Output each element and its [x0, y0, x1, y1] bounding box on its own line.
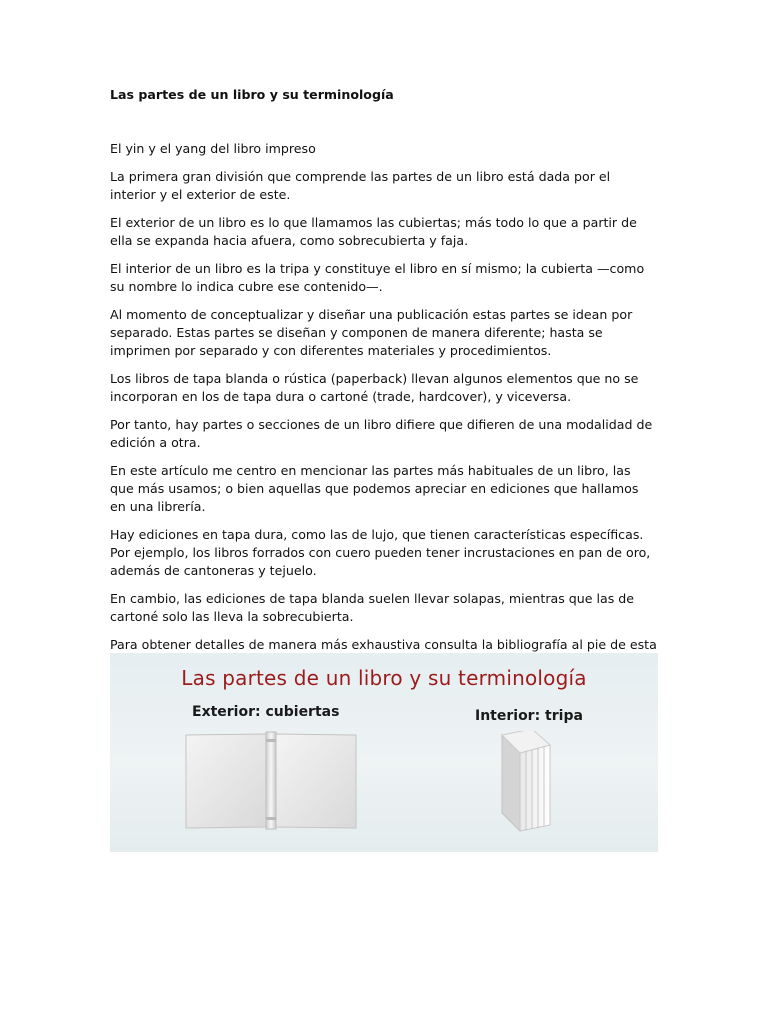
book-cover-illustration	[182, 731, 360, 833]
paragraph: Para obtener detalles de manera más exhaustiva consulta la bibliografía al pie de esta	[110, 637, 657, 652]
paragraph: El exterior de un libro es lo que llamamos las cubiertas; más todo lo que a partir de ella se expanda hacia afuera, como sobrecubierta y faja.	[110, 215, 637, 248]
paragraph: El interior de un libro es la tripa y constituye el libro en sí mismo; la cubierta —como su nombre lo indica cubre ese contenido—.	[110, 261, 645, 294]
interior-label: Interior: tripa	[475, 708, 583, 724]
paragraph-subtitle: El yin y el yang del libro impreso	[110, 141, 316, 156]
paragraph: En este artículo me centro en mencionar las partes más habituales de un libro, las que más usamos; o bien aquellas que podemos apreciar en ediciones que hallamos en una librería.	[110, 463, 639, 514]
book-parts-figure	[110, 653, 658, 852]
paragraph: Hay ediciones en tapa dura, como las de lujo, que tienen características específicas. Por ejemplo, los libros forrados con cuero pueden tener incrustaciones en pan de oro, además de cantoneras y tejuelo.	[110, 527, 651, 578]
document-title: Las partes de un libro y su terminología	[110, 87, 394, 102]
exterior-label: Exterior: cubiertas	[192, 704, 340, 720]
paragraph: La primera gran división que comprende las partes de un libro está dada por el interior y el exterior de este.	[110, 169, 611, 202]
document-body	[110, 140, 658, 682]
paragraph: Por tanto, hay partes o secciones de un libro difiere que difieren de una modalidad de edición a otra.	[110, 417, 653, 450]
paragraph: En cambio, las ediciones de tapa blanda suelen llevar solapas, mientras que las de cartoné solo las lleva la sobrecubierta.	[110, 591, 635, 624]
paragraph: Al momento de conceptualizar y diseñar una publicación estas partes se idean por separado. Estas partes se diseñan y componen de manera diferente; hasta se imprimen por separado y con diferentes materiales y procedimientos.	[110, 307, 633, 358]
paragraph: Los libros de tapa blanda o rústica (paperback) llevan algunos elementos que no se incorporan en los de tapa dura o cartoné (trade, hardcover), y viceversa.	[110, 371, 639, 404]
book-block-illustration	[498, 731, 558, 835]
figure-title: Las partes de un libro y su terminología	[181, 666, 587, 690]
